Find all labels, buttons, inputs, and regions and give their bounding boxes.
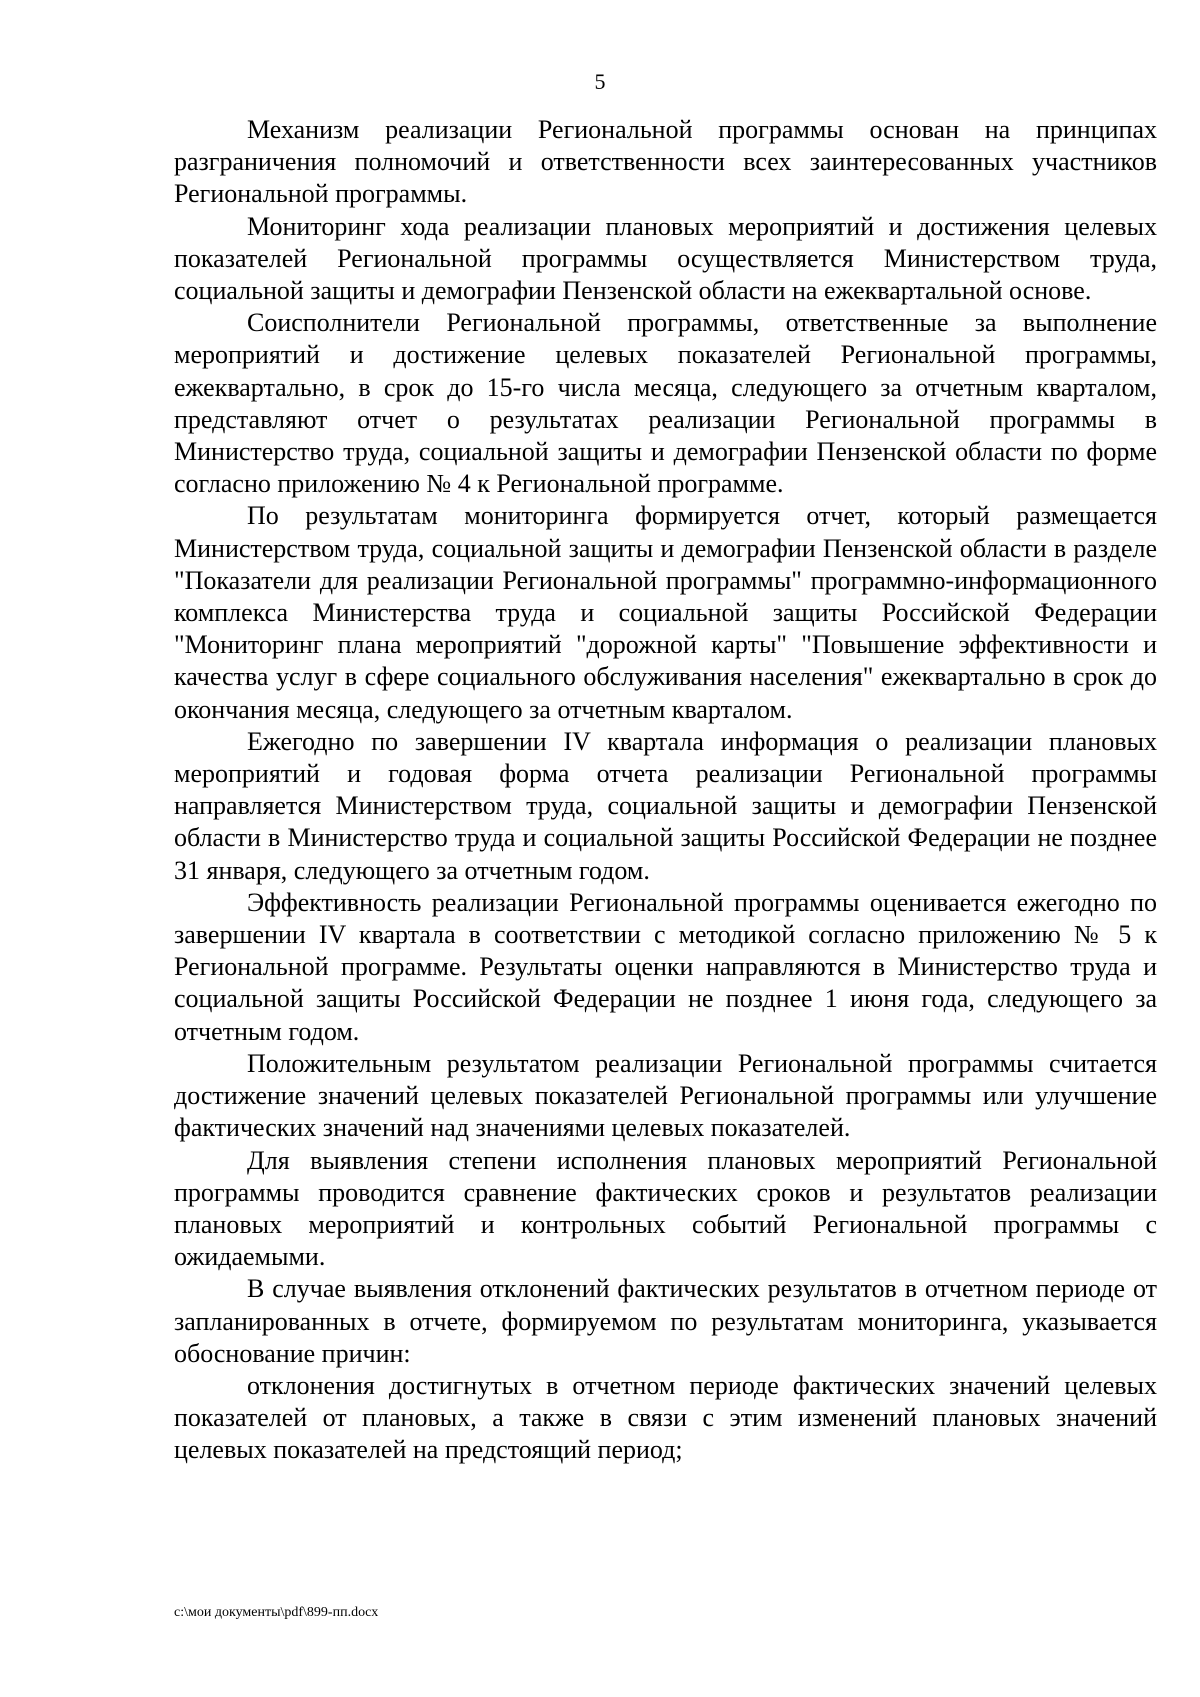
paragraph: Ежегодно по завершении IV квартала информация о реализации плановых мероприятий и годовая форма отчета реализации Региональной программы направляется Министерством труда, социальной защиты и демографии Пензенской области в Министерство труда и социальной защиты Российской Федерации не позднее 31 января, следующего за отчетным годом.	[174, 726, 1157, 885]
paragraph: Положительным результатом реализации Региональной программы считается достижение значений целевых показателей Региональной программы или улучшение фактических значений над значениями целевых показателей.	[174, 1048, 1157, 1143]
paragraph: По результатам мониторинга формируется отчет, который размещается Министерством труда, социальной защиты и демографии Пензенской области в разделе "Показатели для реализации Региональной программы" программно-информационного комплекса Министерства труда и социальной защиты Российской Федерации "Мониторинг плана мероприятий "дорожной карты" "Повышение эффективности и качества услуг в сфере социального обслуживания населения" ежеквартально в срок до окончания месяца, следующего за отчетным кварталом.	[174, 501, 1157, 724]
paragraph: Мониторинг хода реализации плановых мероприятий и достижения целевых показателей Региональной программы осуществляется Министерством труда, социальной защиты и демографии Пензенской области на ежеквартальной основе.	[174, 211, 1157, 306]
paragraph: Соисполнители Региональной программы, ответственные за выполнение мероприятий и достижение целевых показателей Региональной программы, ежеквартально, в срок до 15-го числа месяца, следующего за отчетным кварталом, представляют отчет о результатах реализации Региональной программы в Министерство труда, социальной защиты и демографии Пензенской области по форме согласно приложению № 4 к Региональной программе.	[174, 308, 1157, 499]
paragraph: Механизм реализации Региональной программы основан на принципах разграничения полномочий и ответственности всех заинтересованных участников Региональной программы.	[174, 115, 1157, 209]
paragraph: В случае выявления отклонений фактических результатов в отчетном периоде от запланированных в отчете, формируемом по результатам мониторинга, указывается обоснование причин:	[174, 1274, 1157, 1368]
page-number: 5	[594, 69, 606, 94]
paragraph: отклонения достигнутых в отчетном периоде фактических значений целевых показателей от плановых, а также в связи с этим изменений плановых значений целевых показателей на предстоящий период;	[174, 1370, 1157, 1465]
paragraph: Эффективность реализации Региональной программы оценивается ежегодно по завершении IV квартала в соответствии с методикой согласно приложению № 5 к Региональной программе. Результаты оценки направляются в Министерство труда и социальной защиты Российской Федерации не позднее 1 июня года, следующего за отчетным годом.	[174, 887, 1157, 1046]
document-body	[174, 114, 1157, 1467]
paragraph: Для выявления степени исполнения плановых мероприятий Региональной программы проводится сравнение фактических сроков и результатов реализации плановых мероприятий и контрольных событий Региональной программы с ожидаемыми.	[174, 1145, 1157, 1272]
footer-file-path: c:\мои документы\pdf\899-пп.docx	[174, 1605, 379, 1620]
